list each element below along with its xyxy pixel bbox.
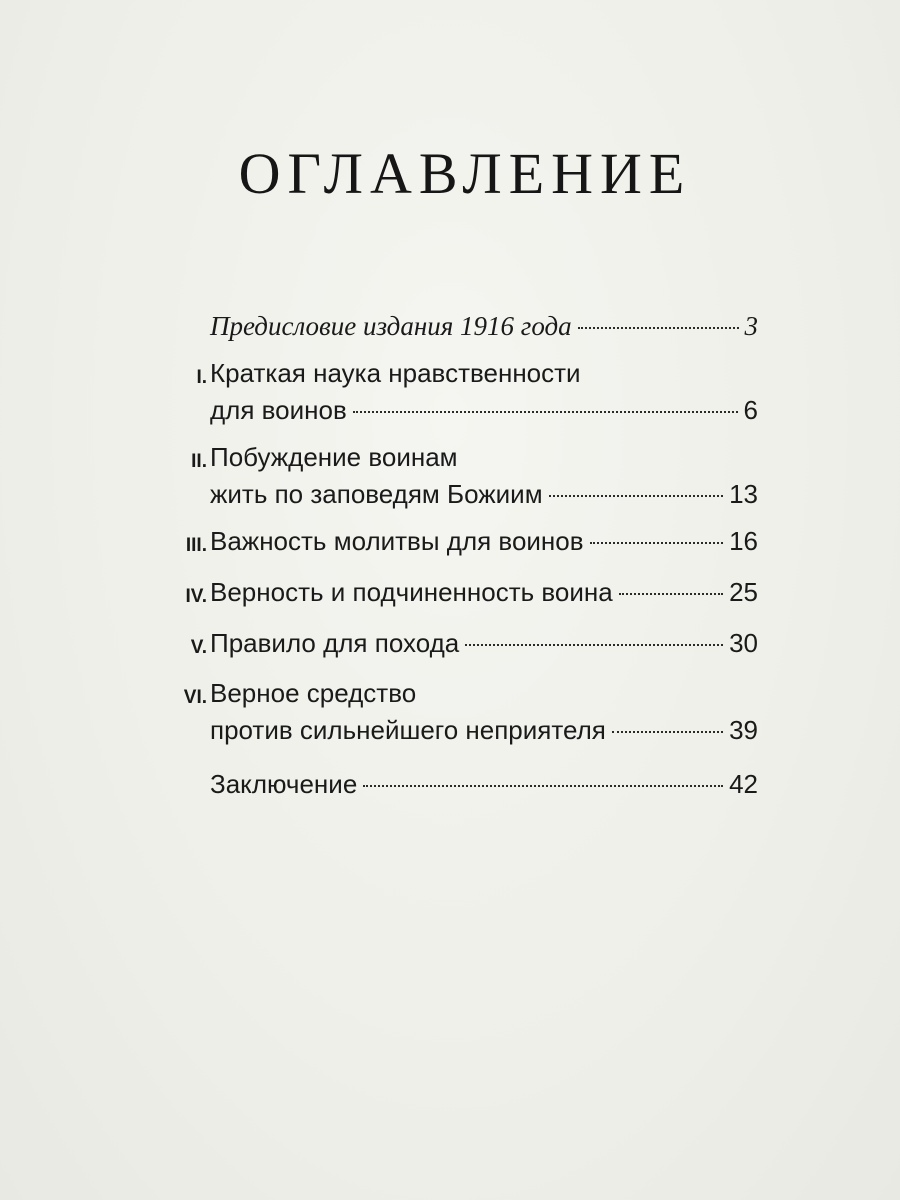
dot-leader	[619, 593, 723, 595]
toc-entry-last-line	[210, 626, 758, 660]
toc-entry-conclusion[interactable]	[210, 767, 758, 801]
toc-page-number: 39	[729, 715, 758, 745]
toc-entry-title-line: против сильнейшего неприятеля	[210, 715, 606, 745]
dot-leader	[549, 495, 723, 497]
toc-entry-last-line	[210, 524, 758, 558]
dot-leader	[578, 327, 739, 329]
toc-page-number: 30	[729, 628, 758, 658]
toc-entry-title: Предисловие издания 1916 года	[210, 311, 572, 341]
chapter-number: III.	[185, 535, 207, 556]
chapter-number: V.	[190, 637, 207, 658]
toc-page-number: 3	[744, 311, 758, 341]
toc-entry-title-line: Важность молитвы для воинов	[210, 526, 584, 556]
toc-entry-title-line: жить по заповедям Божиим	[210, 479, 543, 509]
toc-page-number: 13	[729, 479, 758, 509]
dot-leader	[465, 644, 723, 646]
dot-leader	[590, 542, 724, 544]
chapter-number: IV.	[185, 586, 207, 607]
toc-entry-title-line: Верное средство	[210, 678, 417, 708]
dot-leader	[612, 731, 723, 733]
toc-entry-title-line: Краткая наука нравственности	[210, 358, 581, 388]
toc-entry-last-line	[210, 713, 758, 747]
dot-leader	[353, 411, 738, 413]
toc-page-number: 16	[729, 526, 758, 556]
toc-page-number: 25	[729, 577, 758, 607]
toc-entry-title-line: Побуждение воинам	[210, 442, 458, 472]
toc-page-number: 42	[729, 769, 758, 799]
toc-entry-last-line	[210, 575, 758, 609]
chapter-number: II.	[191, 451, 207, 472]
toc-entry-title-line: для воинов	[210, 395, 347, 425]
toc-page-number: 6	[743, 395, 758, 425]
page-title: ОГЛАВЛЕНИЕ	[238, 141, 692, 206]
chapter-number: VI.	[183, 687, 207, 708]
toc-entry-title-line: Правило для похода	[210, 628, 460, 658]
chapter-number: I.	[196, 367, 207, 388]
toc-entry-title: Заключение	[210, 769, 358, 799]
dot-leader	[363, 785, 723, 787]
toc-entry-preface[interactable]	[210, 309, 758, 343]
toc-entry-last-line	[210, 477, 758, 511]
toc-entry-last-line	[210, 393, 758, 427]
toc-entry-title-line: Верность и подчиненность воина	[210, 577, 613, 607]
